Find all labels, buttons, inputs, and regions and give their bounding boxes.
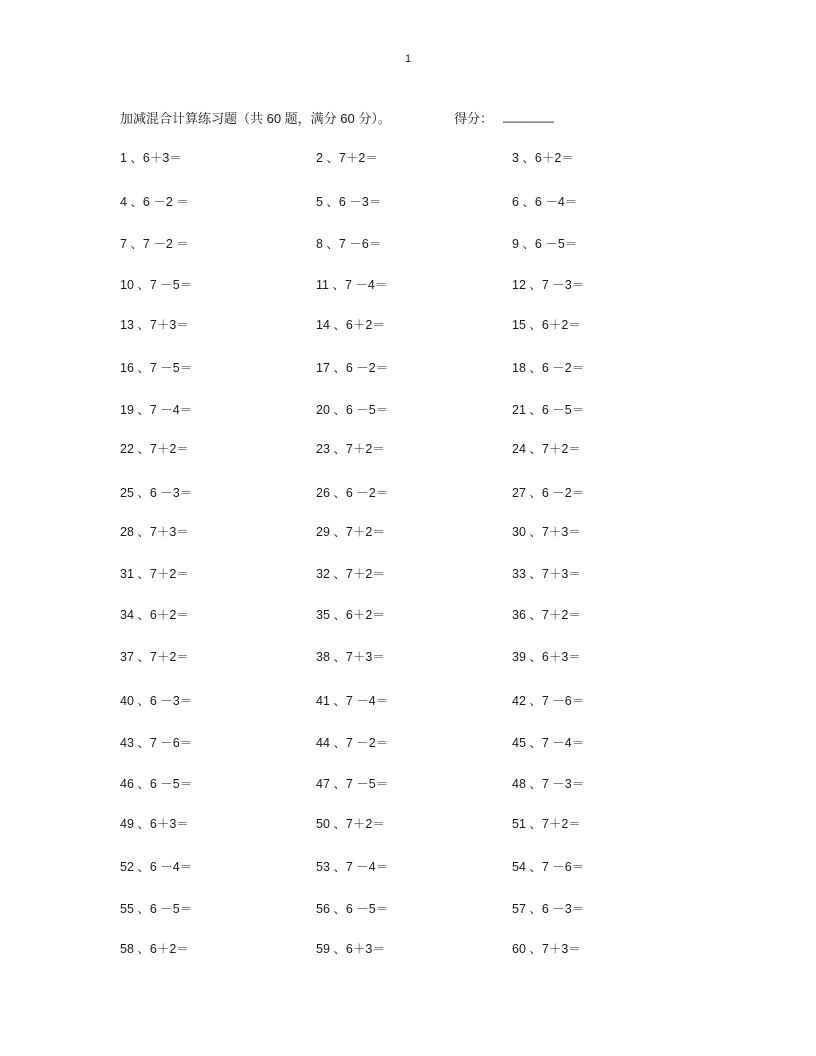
problem-item: 32 、7＋2＝	[316, 567, 385, 581]
problem-item: 43 、7 －6＝	[120, 736, 193, 750]
problem-item: 12 、7 －3＝	[512, 278, 585, 292]
problem-item: 51 、7＋2＝	[512, 817, 581, 831]
page-number: 1	[404, 53, 412, 65]
problem-item: 45 、7 －4＝	[512, 736, 585, 750]
problem-item: 47 、7 －5＝	[316, 777, 389, 791]
problem-item: 15 、6＋2＝	[512, 318, 581, 332]
problem-item: 10 、7 －5＝	[120, 278, 193, 292]
problem-item: 8 、7 －6＝	[316, 237, 382, 251]
problem-item: 53 、7 －4＝	[316, 860, 389, 874]
problem-item: 35 、6＋2＝	[316, 608, 385, 622]
problem-item: 34 、6＋2＝	[120, 608, 189, 622]
problem-item: 14 、6＋2＝	[316, 318, 385, 332]
problem-item: 49 、6＋3＝	[120, 817, 189, 831]
problem-item: 3 、6＋2＝	[512, 151, 574, 165]
problem-item: 6 、6 －4＝	[512, 195, 578, 209]
problem-item: 39 、6＋3＝	[512, 650, 581, 664]
problem-item: 19 、7 －4＝	[120, 403, 193, 417]
problem-item: 9 、6 －5＝	[512, 237, 578, 251]
problem-item: 57 、6 －3＝	[512, 902, 585, 916]
worksheet-title: 加减混合计算练习题（共 60 题，满分 60 分）。	[120, 111, 391, 126]
problem-item: 26 、6 －2＝	[316, 486, 389, 500]
problem-item: 25 、6 －3＝	[120, 486, 193, 500]
problem-item: 54 、7 －6＝	[512, 860, 585, 874]
problem-item: 21 、6 －5＝	[512, 403, 585, 417]
problem-item: 42 、7 －6＝	[512, 694, 585, 708]
problem-item: 56 、6 －5＝	[316, 902, 389, 916]
problem-item: 20 、6 －5＝	[316, 403, 389, 417]
problem-item: 22 、7＋2＝	[120, 442, 189, 456]
problem-item: 55 、6 －5＝	[120, 902, 193, 916]
problem-item: 2 、7＋2＝	[316, 151, 378, 165]
problem-item: 52 、6 －4＝	[120, 860, 193, 874]
problem-item: 16 、7 －5＝	[120, 361, 193, 375]
problem-item: 27 、6 －2＝	[512, 486, 585, 500]
problem-item: 18 、6 －2＝	[512, 361, 585, 375]
problem-item: 30 、7＋3＝	[512, 525, 581, 539]
problem-item: 50 、7＋2＝	[316, 817, 385, 831]
problem-item: 31 、7＋2＝	[120, 567, 189, 581]
score-blank: ________	[503, 108, 553, 123]
problem-item: 58 、6＋2＝	[120, 942, 189, 956]
problem-item: 46 、6 －5＝	[120, 777, 193, 791]
problem-item: 59 、6＋3＝	[316, 942, 385, 956]
problem-item: 44 、7 －2＝	[316, 736, 389, 750]
problem-item: 28 、7＋3＝	[120, 525, 189, 539]
problem-item: 17 、6 －2＝	[316, 361, 389, 375]
score-label: 得分：	[454, 111, 494, 126]
problem-item: 40 、6 －3＝	[120, 694, 193, 708]
problem-item: 48 、7 －3＝	[512, 777, 585, 791]
problem-item: 24 、7＋2＝	[512, 442, 581, 456]
problem-item: 41 、7 －4＝	[316, 694, 389, 708]
problem-item: 13 、7＋3＝	[120, 318, 189, 332]
problem-item: 38 、7＋3＝	[316, 650, 385, 664]
problem-item: 37 、7＋2＝	[120, 650, 189, 664]
problem-item: 36 、7＋2＝	[512, 608, 581, 622]
problem-item: 7 、7 －2 ＝	[120, 237, 189, 251]
problem-item: 23 、7＋2＝	[316, 442, 385, 456]
problem-item: 1 、6＋3＝	[120, 151, 182, 165]
problem-item: 4 、6 －2 ＝	[120, 195, 189, 209]
problem-item: 11 、7 －4＝	[316, 278, 388, 292]
problem-item: 5 、6 －3＝	[316, 195, 382, 209]
problem-item: 29 、7＋2＝	[316, 525, 385, 539]
problem-item: 33 、7＋3＝	[512, 567, 581, 581]
problem-item: 60 、7＋3＝	[512, 942, 581, 956]
